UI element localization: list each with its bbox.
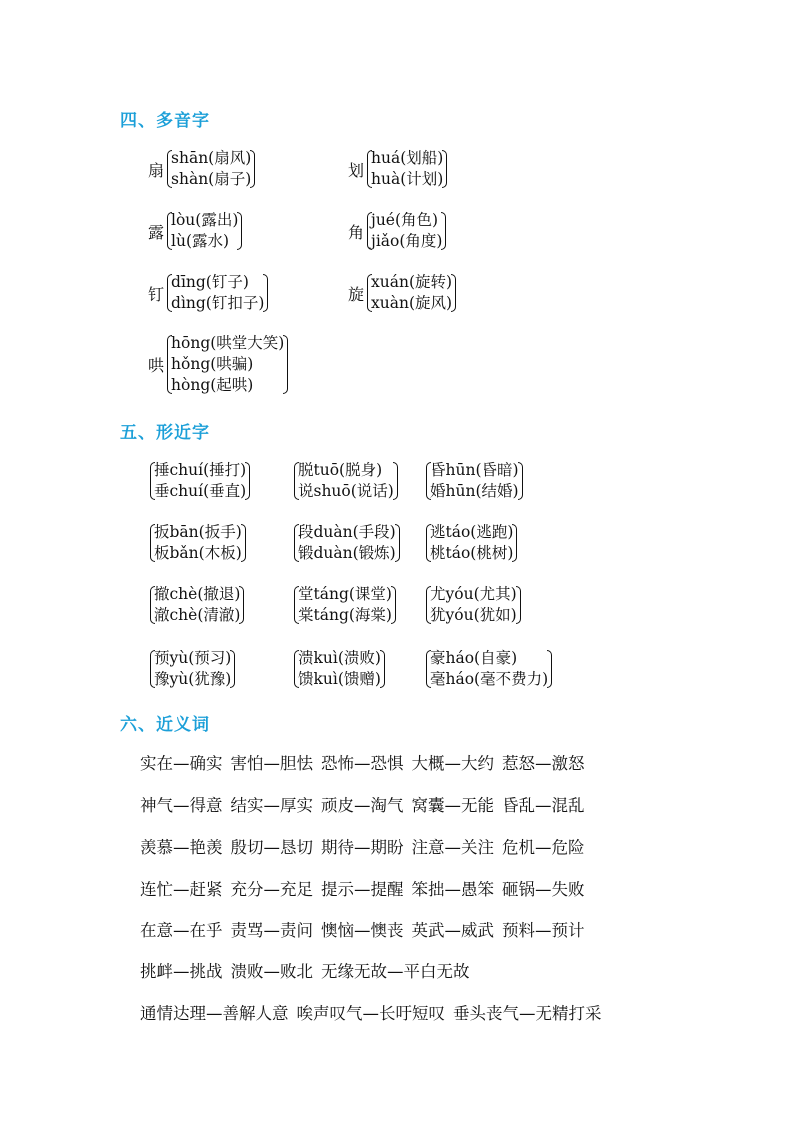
- left-brace: [292, 648, 298, 690]
- synonym-pair: 羡慕—艳羡: [140, 838, 223, 857]
- similar-line: 撤chè(撤退): [154, 585, 241, 603]
- similar-pair: [292, 522, 402, 564]
- similar-line: 豫yù(犹豫): [154, 670, 232, 688]
- similar-pair: [148, 460, 252, 502]
- similar-line: 馈kuì(馈赠): [298, 670, 381, 688]
- similar-pair: [424, 648, 554, 690]
- polyphone-entry: [148, 210, 244, 252]
- right-brace: [231, 648, 237, 690]
- synonym-pair: 神气—得意: [140, 796, 223, 815]
- similar-line: 毫háo(毫不费力): [430, 670, 549, 688]
- similar-line: 逃táo(逃跑): [430, 523, 514, 541]
- synonym-pair: 惹怒—激怒: [502, 754, 585, 773]
- similar-pair: [148, 648, 237, 690]
- similar-pair: [292, 584, 398, 626]
- reading-line: shàn(扇子): [171, 170, 252, 188]
- left-brace: [148, 648, 154, 690]
- right-brace: [452, 272, 458, 314]
- left-brace: [292, 584, 298, 626]
- reading-line: hōng(哄堂大笑): [171, 334, 285, 352]
- section-title-synonyms: 六、近义词: [120, 715, 210, 735]
- similar-pair: [424, 584, 523, 626]
- similar-pair: [148, 522, 248, 564]
- reading-line: dìng(钉扣子): [171, 294, 265, 312]
- right-brace: [443, 148, 449, 190]
- similar-pair: [148, 584, 246, 626]
- section-title-similar: 五、形近字: [120, 423, 210, 443]
- similar-line: 澈chè(清澈): [154, 606, 241, 624]
- synonym-pair: 笨拙—愚笨: [411, 880, 494, 899]
- synonym-pair: 窝囊—无能: [411, 796, 494, 815]
- left-brace: [365, 210, 371, 252]
- polyphone-entry: [348, 272, 458, 314]
- left-brace: [424, 584, 430, 626]
- synonym-pair: 砸锅—失败: [502, 880, 585, 899]
- similar-line: 堂táng(课堂): [298, 585, 392, 603]
- synonym-pair: 结实—厚实: [230, 796, 313, 815]
- reading-line: shān(扇风): [171, 149, 252, 167]
- left-brace: [365, 272, 371, 314]
- synonym-pair: 溃败—败北: [230, 962, 313, 981]
- left-brace: [424, 648, 430, 690]
- similar-line: 昏hūn(昏暗): [430, 461, 519, 479]
- reading-line: xuán(旋转): [371, 273, 453, 291]
- reading-line: huà(计划): [371, 170, 444, 188]
- right-brace: [240, 584, 246, 626]
- synonym-pair: 通情达理—善解人意: [140, 1004, 289, 1023]
- similar-line: 扳bān(扳手): [154, 523, 242, 541]
- reading-line: hòng(起哄): [171, 376, 254, 394]
- left-brace: [165, 272, 171, 314]
- right-brace: [264, 272, 270, 314]
- synonym-pair: 期待—期盼: [321, 838, 404, 857]
- similar-line: 说shuō(说话): [298, 482, 394, 500]
- synonym-pair: 危机—危险: [502, 838, 585, 857]
- right-brace: [394, 460, 400, 502]
- synonym-row: [140, 792, 593, 816]
- synonym-pair: 充分—充足: [230, 880, 313, 899]
- synonym-row: [140, 834, 593, 858]
- synonym-pair: 垂头丧气—无精打采: [453, 1004, 602, 1023]
- synonym-pair: 害怕—胆怯: [230, 754, 313, 773]
- similar-line: 预yù(预习): [154, 649, 232, 667]
- polyphone-entry: [348, 210, 448, 252]
- synonym-pair: 提示—提醒: [321, 880, 404, 899]
- left-brace: [165, 148, 171, 190]
- left-brace: [165, 210, 171, 252]
- right-brace: [238, 210, 244, 252]
- right-brace: [251, 148, 257, 190]
- right-brace: [392, 584, 398, 626]
- right-brace: [246, 460, 252, 502]
- left-brace: [292, 522, 298, 564]
- right-brace: [513, 522, 519, 564]
- left-brace: [292, 460, 298, 502]
- synonym-pair: 注意—关注: [411, 838, 494, 857]
- left-brace: [165, 333, 171, 396]
- polyphone-entry: [148, 333, 290, 396]
- similar-pair: [424, 522, 519, 564]
- similar-line: 豪háo(自豪): [430, 649, 518, 667]
- synonym-row: [140, 958, 478, 982]
- synonym-row: [140, 750, 593, 774]
- similar-line: 棠táng(海棠): [298, 606, 392, 624]
- left-brace: [148, 522, 154, 564]
- reading-line: huá(划船): [371, 149, 444, 167]
- synonym-pair: 实在—确实: [140, 754, 223, 773]
- polyphone-entry: [148, 148, 257, 190]
- polyphone-char: 露: [148, 222, 165, 242]
- synonym-pair: 挑衅—挑战: [140, 962, 223, 981]
- synonym-pair: 英武—威武: [411, 921, 494, 940]
- left-brace: [148, 460, 154, 502]
- polyphone-char: 旋: [348, 284, 365, 304]
- left-brace: [148, 584, 154, 626]
- section-title-polyphones: 四、多音字: [120, 111, 210, 131]
- right-brace: [548, 648, 554, 690]
- synonym-pair: 责骂—责问: [230, 921, 313, 940]
- polyphone-char: 钉: [148, 284, 165, 304]
- right-brace: [396, 522, 402, 564]
- similar-pair: [292, 460, 400, 502]
- left-brace: [424, 522, 430, 564]
- right-brace: [242, 522, 248, 564]
- right-brace: [381, 648, 387, 690]
- similar-line: 溃kuì(溃败): [298, 649, 381, 667]
- synonym-row: [140, 1000, 610, 1024]
- right-brace: [519, 460, 525, 502]
- synonym-pair: 无缘无故—平白无故: [321, 962, 470, 981]
- right-brace: [284, 333, 290, 396]
- synonym-pair: 殷切—恳切: [230, 838, 313, 857]
- polyphone-char: 划: [348, 160, 365, 180]
- right-brace: [517, 584, 523, 626]
- left-brace: [365, 148, 371, 190]
- similar-line: 婚hūn(结婚): [430, 482, 519, 500]
- left-brace: [424, 460, 430, 502]
- reading-line: lòu(露出): [171, 211, 239, 229]
- similar-line: 锻duàn(锻炼): [298, 544, 396, 562]
- reading-line: jué(角色): [371, 211, 439, 229]
- reading-line: hǒng(哄骗): [171, 355, 254, 373]
- synonym-pair: 懊恼—懊丧: [321, 921, 404, 940]
- synonym-row: [140, 917, 593, 941]
- similar-pair: [292, 648, 387, 690]
- similar-line: 捶chuí(捶打): [154, 461, 247, 479]
- polyphone-char: 角: [348, 222, 365, 242]
- polyphone-entry: [348, 148, 449, 190]
- reading-line: lù(露水): [171, 232, 230, 250]
- synonym-pair: 连忙—赶紧: [140, 880, 223, 899]
- synonym-pair: 预料—预计: [502, 921, 585, 940]
- polyphone-char: 哄: [148, 356, 165, 375]
- synonym-pair: 唉声叹气—长吁短叹: [296, 1004, 445, 1023]
- synonym-pair: 大概—大约: [411, 754, 494, 773]
- synonym-pair: 恐怖—恐惧: [321, 754, 404, 773]
- similar-pair: [424, 460, 525, 502]
- synonym-pair: 在意—在乎: [140, 921, 223, 940]
- similar-line: 垂chuí(垂直): [154, 482, 247, 500]
- right-brace: [442, 210, 448, 252]
- reading-line: jiǎo(角度): [371, 232, 443, 250]
- polyphone-char: 扇: [148, 160, 165, 180]
- similar-line: 犹yóu(犹如): [430, 606, 517, 624]
- polyphone-entry: [148, 272, 270, 314]
- similar-line: 脱tuō(脱身): [298, 461, 383, 479]
- similar-line: 段duàn(手段): [298, 523, 396, 541]
- similar-line: 板bǎn(木板): [154, 544, 242, 562]
- similar-line: 桃táo(桃树): [430, 544, 514, 562]
- similar-line: 尤yóu(尤其): [430, 585, 517, 603]
- synonym-pair: 顽皮—淘气: [321, 796, 404, 815]
- synonym-pair: 昏乱—混乱: [502, 796, 585, 815]
- synonym-row: [140, 876, 593, 900]
- reading-line: xuàn(旋风): [371, 294, 453, 312]
- reading-line: dīng(钉子): [171, 273, 249, 291]
